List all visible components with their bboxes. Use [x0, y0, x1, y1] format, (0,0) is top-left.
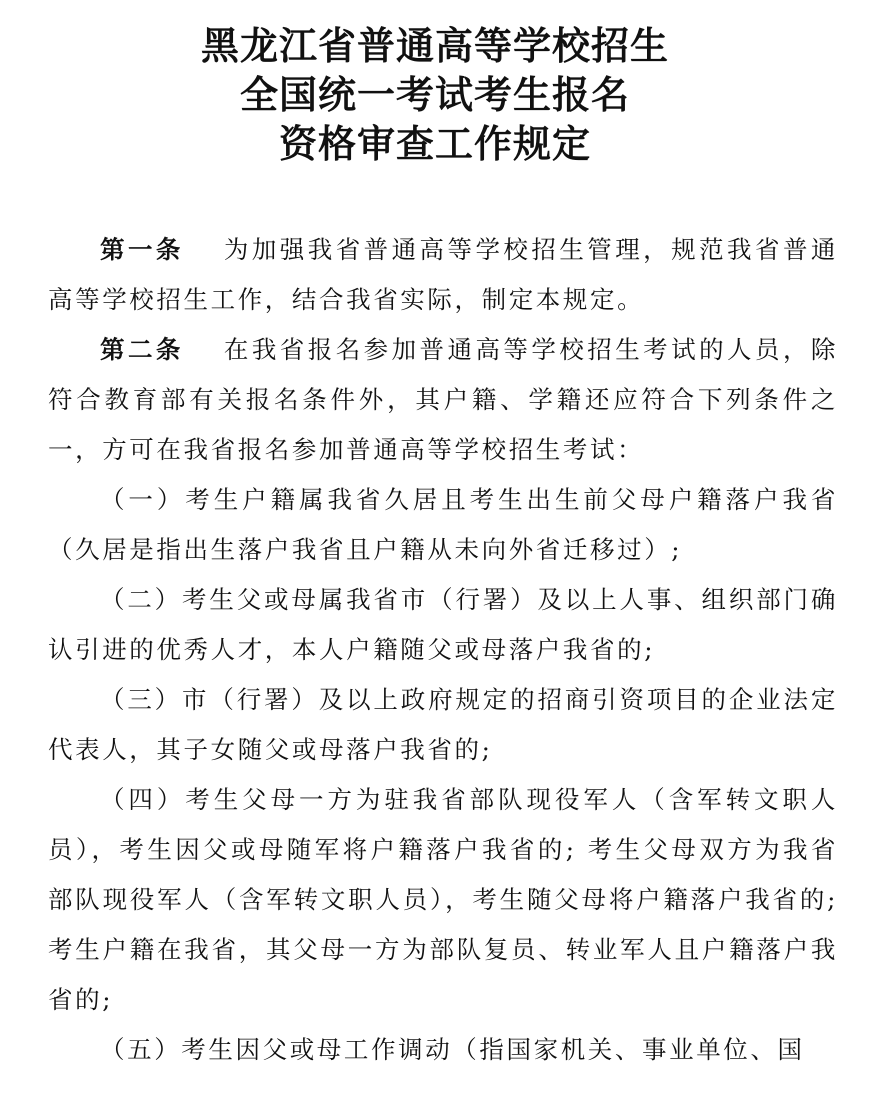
- clause-3: [48, 675, 838, 775]
- article-2-heading: 第二条: [100, 335, 184, 364]
- title-line-1: 黑龙江省普通高等学校招生: [200, 24, 669, 68]
- title-line-2: 全国统一考试考生报名: [239, 73, 630, 117]
- article-1: [48, 225, 838, 325]
- clause-2-text: （二）考生父或母属我省市（行署）及以上人事、组织部门确认引进的优秀人才，本人户籍随父或母落户我省的;: [48, 585, 838, 664]
- document-body: [48, 225, 838, 1075]
- clause-1-text: （一）考生户籍属我省久居且考生出生前父母户籍落户我省（久居是指出生落户我省且户籍从未向外省迁移过）;: [48, 485, 838, 564]
- clause-3-text: （三）市（行署）及以上政府规定的招商引资项目的企业法定代表人，其子女随父或母落户我省的;: [48, 685, 838, 764]
- clause-4-text: （四）考生父母一方为驻我省部队现役军人（含军转文职人员），考生因父或母随军将户籍落户我省的; 考生父母双方为我省部队现役军人（含军转文职人员），考生随父母将户籍落户我省的; 考生户籍在我省，其父母一方为部队复员、转业军人且户籍落户我省的;: [48, 785, 838, 1014]
- article-2: [48, 325, 838, 475]
- document-title: [0, 22, 870, 169]
- clause-5-text: （五）考生因父或母工作调动（指国家机关、事业单位、国: [100, 1035, 805, 1064]
- article-2-text: 在我省报名参加普通高等学校招生考试的人员，除符合教育部有关报名条件外，其户籍、学籍还应符合下列条件之一，方可在我省报名参加普通高等学校招生考试：: [48, 335, 838, 464]
- article-1-text: 为加强我省普通高等学校招生管理，规范我省普通高等学校招生工作，结合我省实际，制定本规定。: [48, 235, 838, 314]
- clause-5: [48, 1025, 838, 1075]
- clause-4: [48, 775, 838, 1025]
- clause-1: [48, 475, 838, 575]
- article-1-heading: 第一条: [100, 235, 184, 264]
- clause-2: [48, 575, 838, 675]
- title-line-3: 资格审查工作规定: [278, 122, 591, 166]
